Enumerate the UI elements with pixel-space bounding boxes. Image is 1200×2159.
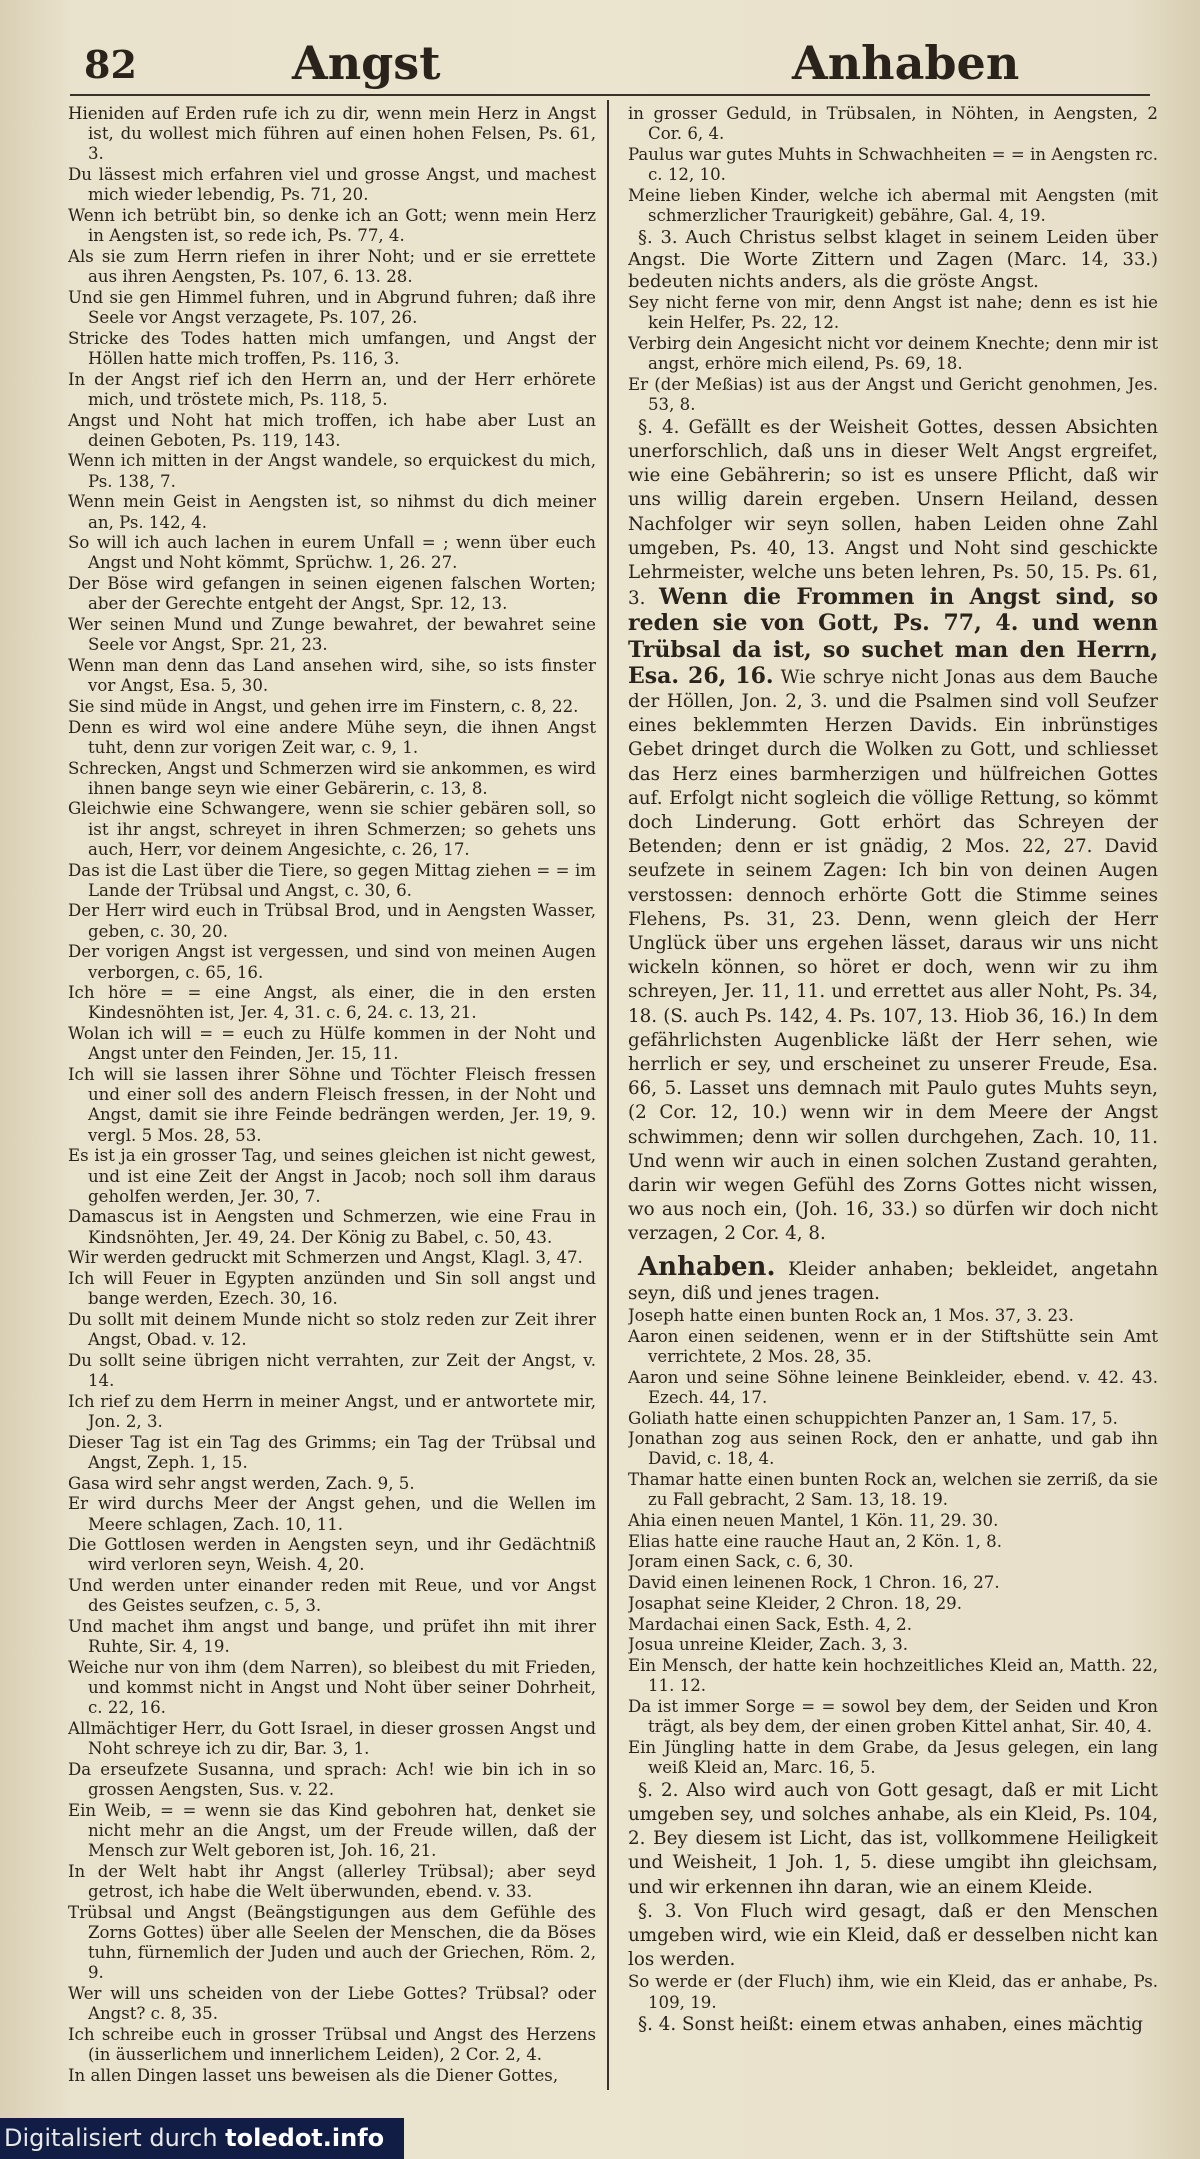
verse-entry: Ich will sie lassen ihrer Söhne und Töchter Fleisch fressen und einer soll des andern Fleisch fressen, in der Noht und Angst, damit sie ihre Feinde bedrängen werden, Jer. 19, 9. vergl. 5 Mos. 28, 53.: [68, 1065, 596, 1145]
verse-entry: Da ist immer Sorge = = sowol bey dem, der Seiden und Kron trägt, als bey dem, der einen groben Kittel anhat, Sir. 40, 4.: [628, 1696, 1158, 1737]
verse-entry: Wenn man denn das Land ansehen wird, sihe, so ists finster vor Angst, Esa. 5, 30.: [68, 655, 596, 696]
verse-entry: Und werden unter einander reden mit Reue, und vor Angst des Geistes seufzen, c. 5, 3.: [68, 1576, 596, 1616]
verse-entry: Er wird durchs Meer der Angst gehen, und die Wellen im Meere schlagen, Zach. 10, 11.: [68, 1494, 596, 1534]
page-header: [0, 14, 1200, 90]
verse-entry: Sie sind müde in Angst, und gehen irre im Finstern, c. 8, 22.: [68, 696, 579, 716]
verse-entry: Da erseufzete Susanna, und sprach: Ach! wie bin ich in so grossen Aengsten, Sus. v. 22.: [68, 1759, 596, 1800]
right-running-title: Anhaben: [792, 36, 1020, 90]
verse-entry: Der vorigen Angst ist vergessen, und sind von meinen Augen verborgen, c. 65, 16.: [68, 942, 596, 982]
verse-entry: Paulus war gutes Muhts in Schwachheiten = = in Aengsten rc. c. 12, 10.: [628, 144, 1158, 185]
digitization-footer: [0, 2118, 404, 2159]
verse-entry: Ich höre = = eine Angst, als einer, die in den ersten Kindesnöhten ist, Jer. 4, 31. c. 6, 24. c. 13, 21.: [68, 983, 596, 1023]
verse-entry: Wer seinen Mund und Zunge bewahret, der bewahret seine Seele vor Angst, Spr. 21, 23.: [68, 615, 596, 655]
verse-entry: Und machet ihm angst und bange, und prüfet ihn mit ihrer Ruhte, Sir. 4, 19.: [68, 1617, 596, 1657]
column-divider: [607, 100, 609, 2090]
left-column: [68, 104, 596, 2084]
anhaben-paragraph-2: §. 2. Also wird auch von Gott gesagt, daß er mit Licht umgeben sey, und solches anhabe, als ein Kleid, Ps. 104, 2. Bey diesem ist Licht, das ist, vollkommene Heiligkeit und Weisheit, 1 Joh. 1, 5. diese umgibt ihn gleichsam, und wir erkennen ihn daran, wie an einem Kleide.: [628, 1779, 1158, 1898]
verse-entry: in grosser Geduld, in Trübsalen, in Nöhten, in Aengsten, 2 Cor. 6, 4.: [628, 104, 1158, 144]
verse-entry: Trübsal und Angst (Beängstigungen aus dem Gefühle des Zorns Gottes) über alle Seelen der Menschen, die da Böses tuhn, fürnemlich der Juden und auch der Griechen, Röm. 2, 9.: [68, 1902, 596, 1983]
verse-entry: Es ist ja ein grosser Tag, und seines gleichen ist nicht gewest, und ist eine Zeit der Angst in Jacob; noch soll ihm daraus geholfen werden, Jer. 30, 7.: [68, 1146, 596, 1206]
verse-entry: Aaron einen seidenen, wenn er in der Stiftshütte sein Amt verrichtete, 2 Mos. 28, 35.: [628, 1326, 1158, 1366]
verse-entry: Du sollt mit deinem Munde nicht so stolz reden zur Zeit ihrer Angst, Obad. v. 12.: [68, 1309, 596, 1350]
verse-entry: Du sollt seine übrigen nicht verrahten, zur Zeit der Angst, v. 14.: [68, 1350, 596, 1391]
verse-entry: Der Böse wird gefangen in seinen eigenen falschen Worten; aber der Gerechte entgeht der Angst, Spr. 12, 13.: [68, 574, 596, 614]
verse-entry: Josaphat seine Kleider, 2 Chron. 18, 29.: [628, 1593, 962, 1613]
verse-entry: Ich rief zu dem Herrn in meiner Angst, und er antwortete mir, Jon. 2, 3.: [68, 1391, 596, 1431]
verse-entry: Du lässest mich erfahren viel und grosse Angst, und machest mich wieder lebendig, Ps. 71, 20.: [68, 165, 596, 205]
verse-entry: Wer will uns scheiden von der Liebe Gottes? Trübsal? oder Angst? c. 8, 35.: [68, 1984, 596, 2024]
verse-entry: Dieser Tag ist ein Tag des Grimms; ein Tag der Trübsal und Angst, Zeph. 1, 15.: [68, 1432, 596, 1472]
verse-entry: Wenn ich betrübt bin, so denke ich an Gott; wenn mein Herz in Aengsten ist, so rede ich, Ps. 77, 4.: [68, 206, 596, 246]
verse-entry: Wir werden gedruckt mit Schmerzen und Angst, Klagl. 3, 47.: [68, 1248, 583, 1268]
verse-entry: Ahia einen neuen Mantel, 1 Kön. 11, 29. 30.: [628, 1511, 999, 1531]
verse-entry: Das ist die Last über die Tiere, so gegen Mittag ziehen = = im Lande der Trübsal und Angst, c. 30, 6.: [68, 860, 596, 900]
verse-entry: Hieniden auf Erden rufe ich zu dir, wenn mein Herz in Angst ist, du wollest mich führen auf einen hohen Felsen, Ps. 61, 3.: [68, 104, 596, 164]
verse-entry: Gasa wird sehr angst werden, Zach. 9, 5.: [68, 1473, 415, 1493]
verse-entry: Josua unreine Kleider, Zach. 3, 3.: [628, 1635, 909, 1655]
verse-entry: Die Gottlosen werden in Aengsten seyn, und ihr Gedächtniß wird verloren seyn, Weish. 4, 20.: [68, 1535, 596, 1575]
verse-entry: Schrecken, Angst und Schmerzen wird sie ankommen, es wird ihnen bange seyn wie einer Gebärerin, c. 13, 8.: [68, 758, 596, 798]
header-rule: [70, 94, 1150, 96]
verse-entry: Wolan ich will = = euch zu Hülfe kommen in der Noht und Angst unter den Feinden, Jer. 15, 11.: [68, 1024, 596, 1064]
verse-entry: So werde er (der Fluch) ihm, wie ein Kleid, das er anhabe, Ps. 109, 19.: [628, 1972, 1158, 2012]
verse-entry: Stricke des Todes hatten mich umfangen, und Angst der Höllen hatte mich troffen, Ps. 116, 3.: [68, 328, 596, 368]
verse-entry: Jonathan zog aus seinen Rock, den er anhatte, und gab ihn David, c. 18, 4.: [628, 1429, 1158, 1469]
verse-entry: Ein Weib, = = wenn sie das Kind gebohren hat, denket sie nicht mehr an die Angst, um der Freude willen, daß der Mensch zur Welt geboren ist, Joh. 16, 21.: [68, 1800, 596, 1861]
verse-entry: Weiche nur von ihm (dem Narren), so bleibest du mit Frieden, und kommst nicht in Angst und Noht über seiner Dohrheit, c. 22, 16.: [68, 1657, 596, 1718]
verse-entry: Wenn mein Geist in Aengsten ist, so nihmst du dich meiner an, Ps. 142, 4.: [68, 492, 596, 532]
anhaben-paragraph-3: §. 3. Von Fluch wird gesagt, daß er den Menschen umgeben wird, wie ein Kleid, daß er desselben nicht kan los werden.: [628, 1900, 1158, 1971]
verse-entry: In der Welt habt ihr Angst (allerley Trübsal); aber seyd getrost, ich habe die Welt überwunden, ebend. v. 33.: [68, 1861, 596, 1902]
verse-entry: Allmächtiger Herr, du Gott Israel, in dieser grossen Angst und Noht schreye ich zu dir, Bar. 3, 1.: [68, 1719, 596, 1759]
footer-label: Digitalisiert durch: [4, 2124, 226, 2152]
verse-entry: Der Herr wird euch in Trübsal Brod, und in Aengsten Wasser, geben, c. 30, 20.: [68, 901, 596, 941]
verse-entry: In der Angst rief ich den Herrn an, und der Herr erhörete mich, und tröstete mich, Ps. 118, 5.: [68, 369, 596, 409]
verse-entry: Joram einen Sack, c. 6, 30.: [628, 1552, 854, 1572]
verse-entry: Meine lieben Kinder, welche ich abermal mit Aengsten (mit schmerzlicher Traurigkeit) gebähre, Gal. 4, 19.: [628, 185, 1158, 226]
verse-entry: Ein Jüngling hatte in dem Grabe, da Jesus gelegen, ein lang weiß Kleid an, Marc. 16, 5.: [628, 1737, 1158, 1777]
paragraph-4-emphasis: Wenn die Frommen in Angst sind, so reden sie von Gott, Ps. 77, 4. und wenn Trübsal da ist, so suchet man den Herrn, Esa. 26, 16.: [628, 584, 1158, 689]
verse-entry: Er (der Meßias) ist aus der Angst und Gericht genohmen, Jes. 53, 8.: [628, 374, 1158, 415]
verse-entry: Sey nicht ferne von mir, denn Angst ist nahe; denn es ist hie kein Helfer, Ps. 22, 12.: [628, 293, 1158, 333]
verse-entry: Elias hatte eine rauche Haut an, 2 Kön. 1, 8.: [628, 1531, 1002, 1551]
left-running-title: Angst: [292, 36, 441, 90]
footer-site[interactable]: toledot.info: [225, 2124, 385, 2152]
verse-entry: Ich will Feuer in Egypten anzünden und Sin soll angst und bange werden, Ezech. 30, 16.: [68, 1269, 596, 1309]
anhaben-keyword: Anhaben.: [638, 1251, 776, 1282]
verse-entry: Angst und Noht hat mich troffen, ich habe aber Lust an deinen Geboten, Ps. 119, 143.: [68, 410, 596, 450]
verse-entry: Goliath hatte einen schuppichten Panzer an, 1 Sam. 17, 5.: [628, 1408, 1118, 1428]
right-column: [628, 104, 1158, 2084]
verse-entry: Ein Mensch, der hatte kein hochzeitliches Kleid an, Matth. 22, 11. 12.: [628, 1655, 1158, 1696]
paragraph-4-text-b: Wie schrye nicht Jonas aus dem Bauche der Höllen, Jon. 2, 3. und die Psalmen sind voll Seufzer eines beklemmten Herzen Davids. Ein inbrünstiges Gebet dringet durch die Wolken zu Gott, und schliesset das Herz eines barmherzigen und hülfreichen Gottes auf. Erfolgt nicht sogleich die völlige Rettung, so kömmt doch Linderung. Gott erhört das Schreyen der Betenden; denn er ist gnädig, 2 Mos. 22, 27. David seufzete in seinem Zagen: Ich bin von deinen Augen verstossen: dennoch erhörte Gott die Stimme seines Flehens, Ps. 31, 23. Denn, wenn gleich der Herr Unglück über uns ergehen lässet, daraus wir uns nicht wickeln können, so höret er doch, wenn wir zu ihm schreyen, Jer. 11, 11. und errettet aus aller Noht, Ps. 34, 18. (S. auch Ps. 142, 4. Ps. 107, 13. Hiob 36, 16.) In dem gefährlichsten Augenblicke läßt der Herr sehen, wie herrlich er sey, und erscheinet zu unserer Freude, Esa. 66, 5. Lasset uns demnach mit Paulo gutes Muhts seyn, (2 Cor. 12, 10.) wenn wir in dem Meere der Angst schwimmen; denn wir sollen durchgehen, Zach. 10, 11. Und wenn wir auch in einen solchen Zustand gerahten, darin wir wegen Gefühl des Zorns Gottes nicht wissen, wo aus noch ein, (Joh. 16, 33.) so dürfen wir doch nicht verzagen, 2 Cor. 4, 8.: [628, 666, 1158, 1245]
verse-entry: Wenn ich mitten in der Angst wandele, so erquickest du mich, Ps. 138, 7.: [68, 451, 596, 491]
anhaben-paragraph-4: §. 4. Sonst heißt: einem etwas anhaben, eines mächtig: [638, 2014, 1143, 2036]
verse-entry: So will ich auch lachen in eurem Unfall = ; wenn über euch Angst und Noht kömmt, Sprüchw. 1, 26. 27.: [68, 533, 596, 573]
verse-entry: Und sie gen Himmel fuhren, und in Abgrund fuhren; daß ihre Seele vor Angst verzagete, Ps. 107, 26.: [68, 287, 596, 328]
verse-entry: Damascus ist in Aengsten und Schmerzen, wie eine Frau in Kindsnöhten, Jer. 49, 24. Der König zu Babel, c. 50, 43.: [68, 1207, 596, 1247]
verse-entry: In allen Dingen lasset uns beweisen als die Diener Gottes,: [68, 2066, 559, 2084]
verse-entry: Ich schreibe euch in grosser Trübsal und Angst des Herzens (in äusserlichem und innerlichem Leiden), 2 Cor. 2, 4.: [68, 2025, 596, 2065]
anhaben-definition: [628, 1251, 1158, 1306]
verse-entry: Gleichwie eine Schwangere, wenn sie schier gebären soll, so ist ihr angst, schreyet in ihren Schmerzen; so gehets uns auch, Herr, vor deinem Angesichte, c. 26, 17.: [68, 799, 596, 859]
verse-entry: David einen leinenen Rock, 1 Chron. 16, 27.: [628, 1573, 1000, 1593]
verse-entry: Aaron und seine Söhne leinene Beinkleider, ebend. v. 42. 43. Ezech. 44, 17.: [628, 1367, 1158, 1407]
verse-entry: Mardachai einen Sack, Esth. 4, 2.: [628, 1614, 913, 1634]
verse-entry: Thamar hatte einen bunten Rock an, welchen sie zerriß, da sie zu Fall gebracht, 2 Sam. 13, 18. 19.: [628, 1470, 1158, 1510]
verse-entry: Als sie zum Herrn riefen in ihrer Noht; und er sie errettete aus ihren Aengsten, Ps. 107, 6. 13. 28.: [68, 246, 596, 287]
paragraph-4-text-a: §. 4. Gefällt es der Weisheit Gottes, dessen Absichten unerforschlich, daß uns in dieser Welt Angst ergreifet, wie eine Gebährerin; so ist es unsere Pflicht, daß wir uns willig darein ergeben. Unsern Heiland, dessen Nachfolger wir seyn sollen, haben Leiden ohne Zahl umgeben, Ps. 40, 13. Angst und Noht sind geschickte Lehrmeister, welche uns beten lehren, Ps. 50, 15. Ps. 61, 3.: [628, 416, 1158, 610]
verse-entry: Verbirg dein Angesicht nicht vor deinem Knechte; denn mir ist angst, erhöre mich eilend, Ps. 69, 18.: [628, 333, 1158, 374]
anhaben-definition-text: Kleider anhaben; bekleidet, angetahn seyn, diß und jenes tragen.: [628, 1258, 1158, 1304]
paragraph-3: §. 3. Auch Christus selbst klaget in seinem Leiden über Angst. Die Worte Zittern und Zagen (Marc. 14, 33.) bedeuten nichts anders, als die gröste Angst.: [628, 226, 1158, 292]
paragraph-4: [628, 416, 1158, 1247]
page-number: 82: [84, 42, 137, 87]
verse-entry: Denn es wird wol eine andere Mühe seyn, die ihnen Angst tuht, denn zur vorigen Zeit war, c. 9, 1.: [68, 717, 596, 757]
verse-entry: Joseph hatte einen bunten Rock an, 1 Mos. 37, 3. 23.: [628, 1306, 1074, 1326]
